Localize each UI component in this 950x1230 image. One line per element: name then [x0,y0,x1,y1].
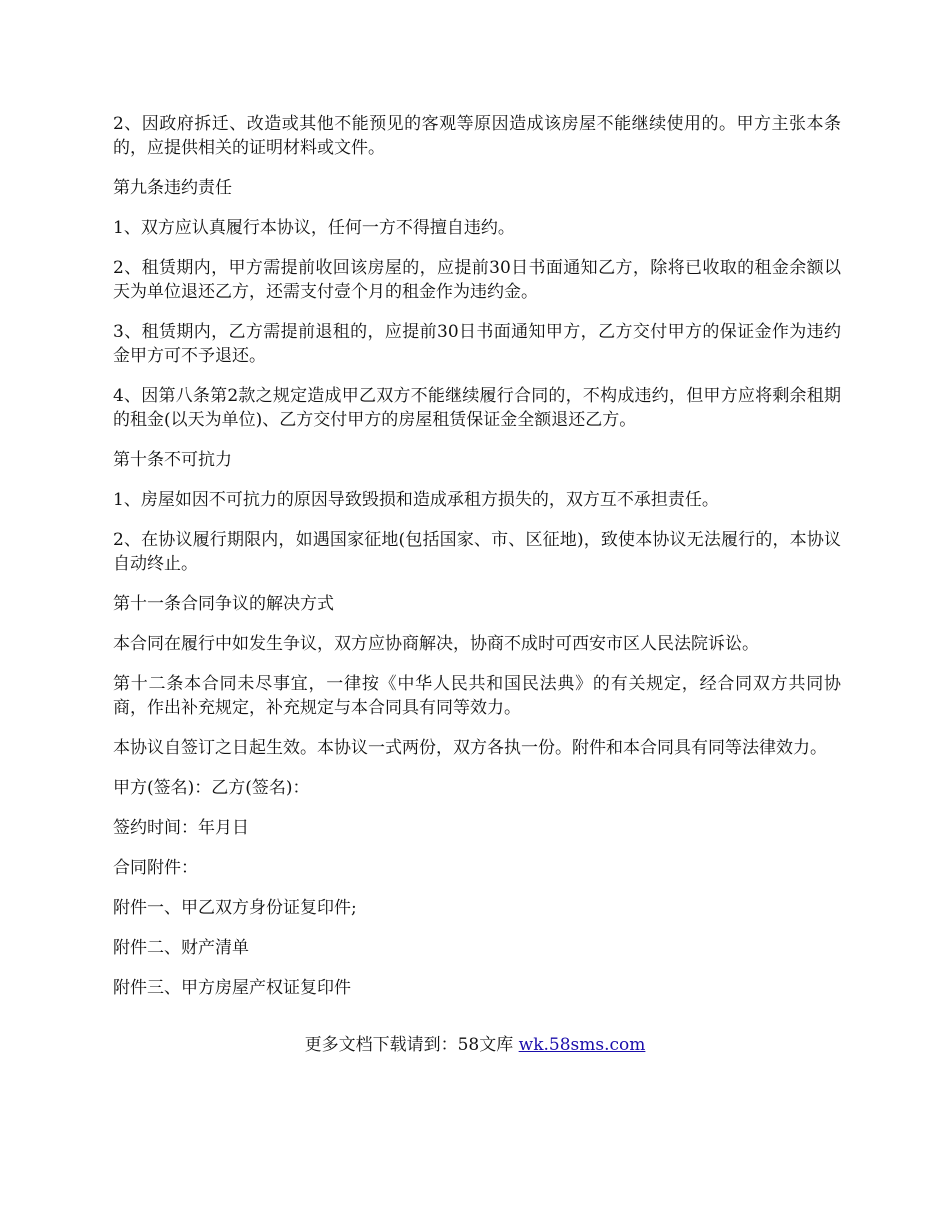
heading-article-10: 第十条不可抗力 [113,450,232,470]
paragraph-9-4: 4、因第八条第2款之规定造成甲乙双方不能继续履行合同的，不构成违约，但甲方应将剩余租期的租金(以天为单位)、乙方交付甲方的房屋租赁保证金全额退还乙方。 [113,386,841,430]
paragraph-9-3: 3、租赁期内，乙方需提前退租的，应提前30日书面通知甲方，乙方交付甲方的保证金作为违约金甲方可不予退还。 [113,322,841,366]
document-body [113,112,841,1016]
attachment-1: 附件一、甲乙双方身份证复印件; [113,898,357,918]
heading-article-11: 第十一条合同争议的解决方式 [113,594,334,614]
heading-article-9: 第九条违约责任 [113,178,232,198]
signature-line: 甲方(签名)：乙方(签名)： [113,778,310,798]
paragraph-10-1: 1、房屋如因不可抗力的原因导致毁损和造成承租方损失的，双方互不承担责任。 [113,490,719,510]
paragraph-demolition-clause: 2、因政府拆迁、改造或其他不能预见的客观等原因造成该房屋不能继续使用的。甲方主张本条的，应提供相关的证明材料或文件。 [113,114,841,158]
paragraph-11: 本合同在履行中如发生争议，双方应协商解决，协商不成时可西安市区人民法院诉讼。 [113,634,759,654]
paragraph-9-1: 1、双方应认真履行本协议，任何一方不得擅自违约。 [113,218,515,238]
paragraph-9-2: 2、租赁期内，甲方需提前收回该房屋的，应提前30日书面通知乙方，除将已收取的租金余额以天为单位退还乙方，还需支付壹个月的租金作为违约金。 [113,258,841,302]
attachment-3: 附件三、甲方房屋产权证复印件 [113,978,351,998]
attachment-2: 附件二、财产清单 [113,938,249,958]
footer-link[interactable]: wk.58sms.com [518,1035,646,1055]
signing-date-line: 签约时间：年月日 [113,818,249,838]
attachments-heading: 合同附件： [113,858,198,878]
page-footer [0,1033,950,1057]
footer-text: 更多文档下载请到：58文库 [304,1035,519,1055]
paragraph-10-2: 2、在协议履行期限内，如遇国家征地(包括国家、市、区征地)，致使本协议无法履行的，本协议自动终止。 [113,530,841,574]
paragraph-article-12: 第十二条本合同未尽事宜，一律按《中华人民共和国民法典》的有关规定，经合同双方共同协商，作出补充规定，补充规定与本合同具有同等效力。 [113,674,841,718]
paragraph-effectiveness: 本协议自签订之日起生效。本协议一式两份，双方各执一份。附件和本合同具有同等法律效力。 [113,738,827,758]
